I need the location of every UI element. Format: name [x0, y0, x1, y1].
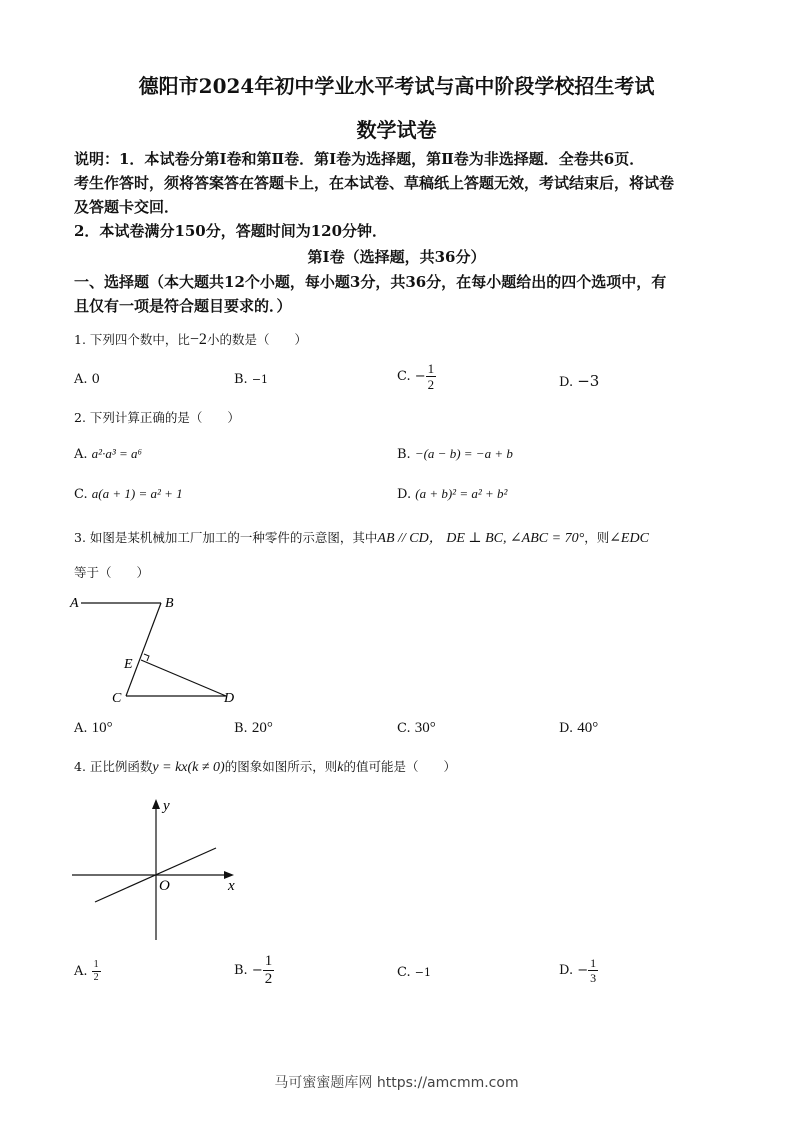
- q2-option-a: A. a²·a³ = a⁶: [74, 446, 143, 462]
- q2-option-c: C. a(a + 1) = a² + 1: [74, 486, 183, 502]
- section-desc: 且仅有一项是符合题目要求的．）: [74, 297, 292, 315]
- q1-option-c: C. − $\frac{1}{2}$: [397, 361, 435, 392]
- section-desc: 一、选择题（本大题共12个小题，每小题3分，共36分，在每小题给出的四个选项中，有: [74, 273, 667, 291]
- q1-number: −2: [189, 331, 207, 348]
- label-d: D: [224, 691, 235, 706]
- x-label: x: [228, 878, 235, 894]
- section-title: 第Ⅰ卷（选择题，共36分）: [307, 248, 486, 266]
- instruction-line: 及答题卡交回．: [74, 198, 180, 216]
- label-a: A: [70, 596, 79, 611]
- origin-label: O: [159, 878, 170, 894]
- q4-option-a: A. $\frac{1}{2}$: [74, 959, 99, 983]
- question-3-stem-2: 等于（ ）: [74, 565, 150, 580]
- q4-option-c: C. −1: [397, 965, 431, 980]
- footer-watermark: 马可蜜蜜题库网 https://amcmm.com: [274, 1075, 519, 1091]
- q3-option-c: C. 30°: [397, 720, 436, 736]
- question-1-stem: [74, 330, 307, 349]
- line-bc: [126, 603, 161, 696]
- q2-option-d: D. (a + b)² = a² + b²: [397, 486, 508, 502]
- q1-option-b: B. −1: [234, 372, 269, 387]
- q4-graph: [68, 795, 243, 945]
- right-angle-mark: [144, 654, 149, 661]
- q3-option-b: B. 20°: [234, 720, 273, 736]
- label-b: B: [165, 596, 174, 611]
- exam-subtitle: 数学试卷: [356, 118, 437, 142]
- exam-title: 德阳市2024年初中学业水平考试与高中阶段学校招生考试: [138, 74, 655, 98]
- q2-option-b: B. −(a − b) = −a + b: [397, 446, 513, 462]
- question-4-stem: 4. 正比例函数y = kx(k ≠ 0)的图象如图所示，则k的值可能是（ ）: [74, 759, 456, 775]
- q3-option-a: A. 10°: [74, 720, 113, 736]
- line-ed: [141, 660, 226, 696]
- q1-text: 1. 下列四个数中，比: [74, 332, 190, 347]
- q4-option-b: B. − $\frac{1}{2}$: [234, 953, 273, 987]
- q1-text-end: 小的数是（ ）: [206, 332, 307, 347]
- q3-option-d: D. 40°: [559, 720, 599, 736]
- q3-figure: [66, 590, 246, 710]
- q1-option-d: D. −3: [559, 372, 600, 390]
- question-3-stem: 3. 如图是某机械加工厂加工的一种零件的示意图，其中AB // CD， DE ⊥ BC, ∠ABC = 70°，则∠EDC: [74, 530, 649, 546]
- label-e: E: [124, 657, 133, 672]
- y-label: y: [163, 798, 170, 814]
- q1-option-a: A. 0: [74, 372, 100, 387]
- y-axis-arrow: [152, 799, 160, 809]
- instruction-line: 2．本试卷满分150分，答题时间为120分钟．: [74, 222, 388, 240]
- q4-option-d: D. − $\frac{1}{3}$: [559, 956, 597, 985]
- label-c: C: [112, 691, 122, 706]
- question-2-stem: 2. 下列计算正确的是（ ）: [74, 410, 240, 425]
- instruction-line: 考生作答时，须将答案答在答题卡上，在本试卷、草稿纸上答题无效，考试结束后，将试卷: [74, 174, 675, 192]
- instruction-line: 说明：1．本试卷分第Ⅰ卷和第Ⅱ卷．第Ⅰ卷为选择题，第Ⅱ卷为非选择题．全卷共6页．: [74, 150, 645, 168]
